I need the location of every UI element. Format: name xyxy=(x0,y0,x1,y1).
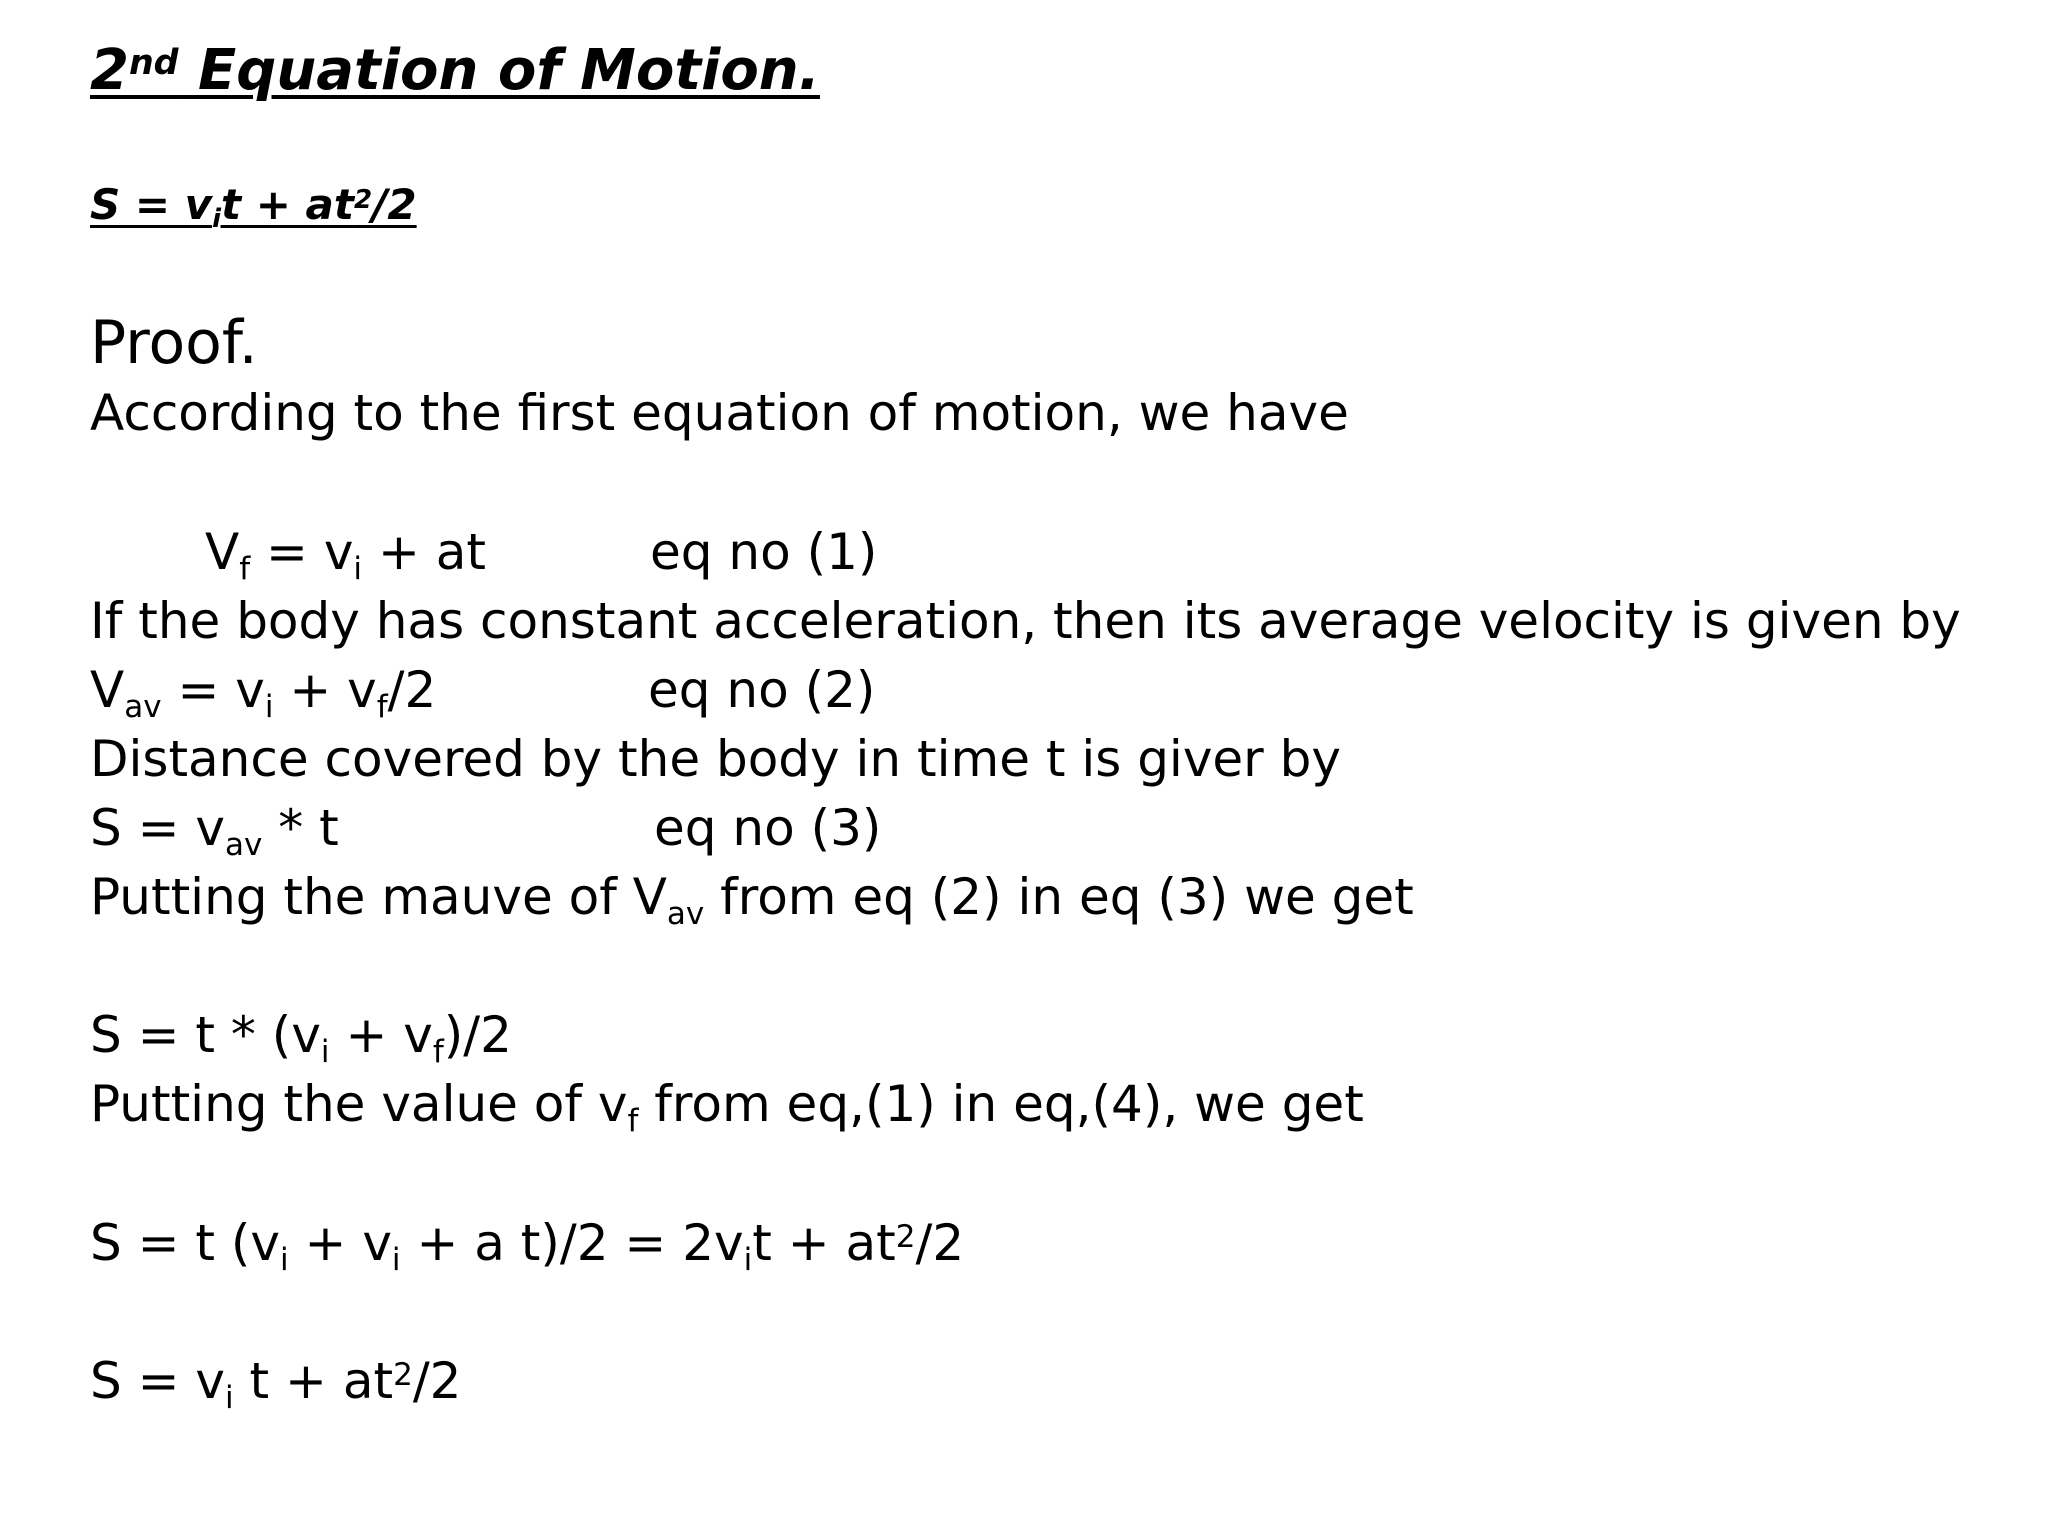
title-text: Equation of Motion. xyxy=(178,38,820,103)
eq-part: S = v xyxy=(90,1352,226,1410)
text-part: Putting the mauve of V xyxy=(90,868,667,926)
equation-1 xyxy=(205,523,878,587)
text-part: from eq (2) in eq (3) we get xyxy=(704,868,1414,926)
eq-subscript: i xyxy=(320,1033,330,1070)
distance-line: Distance covered by the body in time t is giver by xyxy=(90,730,1341,788)
eq-superscript: 2 xyxy=(393,1356,413,1393)
eq-part: = v xyxy=(161,661,265,719)
eq-part: = v xyxy=(250,523,354,581)
eq-part: + at xyxy=(362,523,486,581)
eq-part: V xyxy=(205,523,240,581)
equation-4 xyxy=(90,1006,512,1070)
eq-part: + a t)/2 = 2v xyxy=(400,1214,744,1272)
equation-5 xyxy=(90,1214,965,1278)
text-subscript: f xyxy=(627,1102,639,1139)
eq-subscript: f xyxy=(376,688,388,725)
eq-part: t + at xyxy=(233,1352,394,1410)
eq-part: /2 xyxy=(412,1352,462,1410)
equation-label: eq no (1) xyxy=(650,523,878,581)
eq-subscript: i xyxy=(264,688,274,725)
equation-final xyxy=(90,1352,462,1416)
equation-label: eq no (2) xyxy=(648,661,876,719)
eq-part: t + at xyxy=(752,1214,896,1272)
eq-part: + v xyxy=(273,661,377,719)
eq-subscript: f xyxy=(239,550,251,587)
eq-subscript: i xyxy=(280,1241,289,1278)
eq-part: V xyxy=(90,661,125,719)
eq-subscript: av xyxy=(124,688,162,725)
equation-3 xyxy=(90,799,882,863)
equation-2 xyxy=(90,661,876,725)
title-number: 2 xyxy=(90,38,129,103)
equation-label: eq no (3) xyxy=(654,799,882,857)
eq-subscript: f xyxy=(432,1033,444,1070)
formula-superscript: 2 xyxy=(353,185,373,216)
main-formula xyxy=(90,180,417,235)
eq-part: + v xyxy=(288,1214,392,1272)
eq-part: + v xyxy=(329,1006,433,1064)
constant-acceleration-line: If the body has constant acceleration, then its average velocity is given by xyxy=(90,592,1961,650)
eq-subscript: i xyxy=(225,1379,234,1416)
text-part: from eq,(1) in eq,(4), we get xyxy=(638,1075,1364,1133)
formula-part: t + at xyxy=(221,180,354,229)
eq-subscript: av xyxy=(225,826,263,863)
eq-part: S = t * (v xyxy=(90,1006,321,1064)
eq-subscript: i xyxy=(391,1241,401,1278)
eq-subscript: i xyxy=(353,550,363,587)
eq-part: )/2 xyxy=(443,1006,512,1064)
title-ordinal-suffix: nd xyxy=(128,43,179,84)
formula-part: S = v xyxy=(90,180,213,229)
eq-subscript: i xyxy=(743,1241,753,1278)
intro-line: According to the first equation of motion, we have xyxy=(90,384,1349,442)
eq-superscript: 2 xyxy=(895,1218,916,1255)
text-part: Putting the value of v xyxy=(90,1075,628,1133)
eq-part: /2 xyxy=(387,661,437,719)
formula-subscript: i xyxy=(212,204,221,235)
text-subscript: av xyxy=(666,895,705,932)
substitution-line-2 xyxy=(90,1075,1364,1139)
slide-title xyxy=(90,38,820,103)
eq-part: * t xyxy=(262,799,339,857)
eq-part: S = v xyxy=(90,799,226,857)
formula-part: /2 xyxy=(372,180,417,229)
eq-part: /2 xyxy=(915,1214,965,1272)
proof-heading: Proof. xyxy=(90,308,258,378)
eq-part: S = t (v xyxy=(90,1214,281,1272)
substitution-line-1 xyxy=(90,868,1414,932)
